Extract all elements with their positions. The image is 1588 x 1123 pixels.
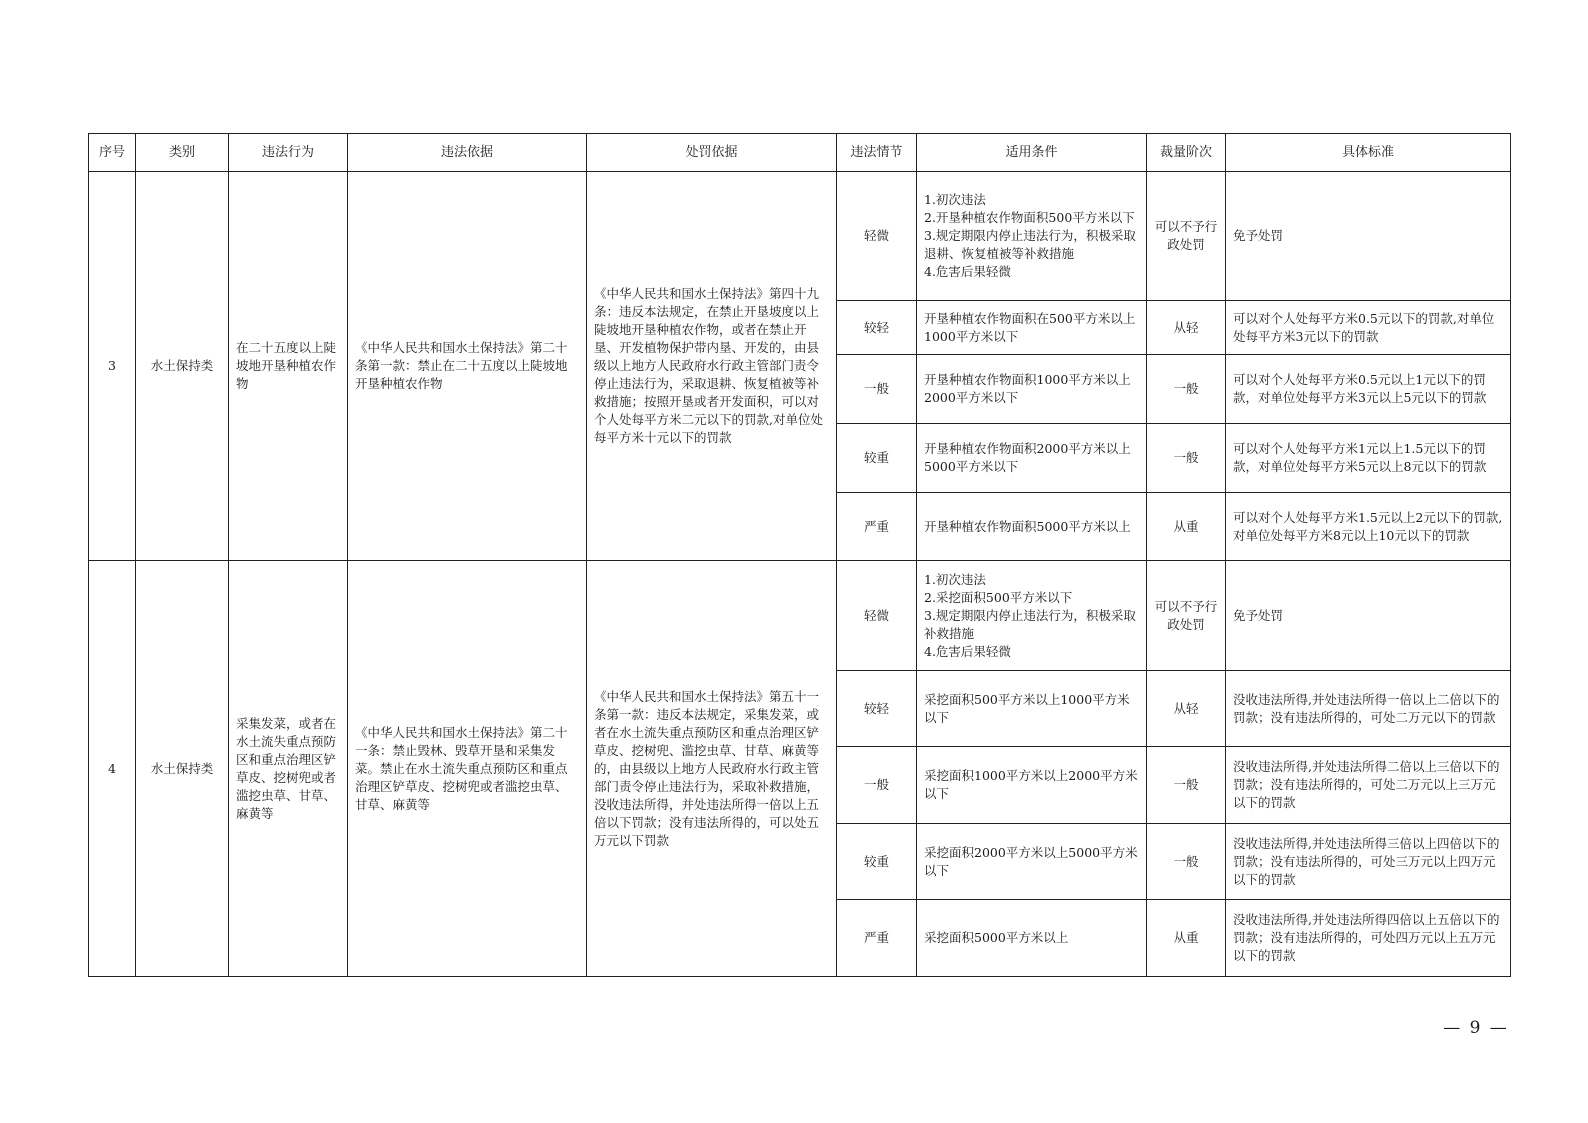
table-header-row [89, 134, 1511, 172]
level-cell: 一般 [1147, 824, 1226, 900]
standard-cell: 没收违法所得,并处违法所得三倍以上四倍以下的罚款；没有违法所得的，可处三万元以上四万元以下的罚款 [1226, 824, 1511, 900]
standard-cell: 没收违法所得,并处违法所得四倍以上五倍以下的罚款；没有违法所得的，可处四万元以上五万元以下的罚款 [1226, 900, 1511, 977]
circumstance-cell: 一般 [837, 747, 917, 824]
level-cell: 从重 [1147, 900, 1226, 977]
level-cell: 从轻 [1147, 671, 1226, 747]
basis-cell: 《中华人民共和国水土保持法》第二十条第一款：禁止在二十五度以上陡坡地开垦种植农作物 [348, 172, 587, 561]
condition-cell: 采挖面积1000平方米以上2000平方米以下 [917, 747, 1147, 824]
header-penalty-basis: 处罚依据 [587, 134, 837, 172]
seq-cell: 4 [89, 561, 136, 977]
level-cell: 一般 [1147, 424, 1226, 493]
standard-cell: 免予处罚 [1226, 172, 1511, 301]
level-cell: 从重 [1147, 493, 1226, 561]
standard-cell: 没收违法所得,并处违法所得二倍以上三倍以下的罚款；没有违法所得的，可处二万元以上三万元以下的罚款 [1226, 747, 1511, 824]
circumstance-cell: 一般 [837, 355, 917, 424]
basis-cell: 《中华人民共和国水土保持法》第二十一条：禁止毁林、毁草开垦和采集发菜。禁止在水土流失重点预防区和重点治理区铲草皮、挖树兜或者滥挖虫草、甘草、麻黄等 [348, 561, 587, 977]
header-standard: 具体标准 [1226, 134, 1511, 172]
standard-cell: 可以对个人处每平方米0.5元以下的罚款,对单位处每平方米3元以下的罚款 [1226, 301, 1511, 355]
standard-cell: 可以对个人处每平方米0.5元以上1元以下的罚款，对单位处每平方米3元以上5元以下的罚款 [1226, 355, 1511, 424]
header-basis: 违法依据 [348, 134, 587, 172]
level-cell: 从轻 [1147, 301, 1226, 355]
condition-cell: 采挖面积5000平方米以上 [917, 900, 1147, 977]
level-cell: 可以不予行政处罚 [1147, 561, 1226, 671]
condition-cell: 采挖面积500平方米以上1000平方米以下 [917, 671, 1147, 747]
circumstance-cell: 较轻 [837, 301, 917, 355]
condition-cell: 采挖面积2000平方米以上5000平方米以下 [917, 824, 1147, 900]
circumstance-cell: 较轻 [837, 671, 917, 747]
circumstance-cell: 轻微 [837, 172, 917, 301]
level-cell: 一般 [1147, 355, 1226, 424]
penalty-basis-cell: 《中华人民共和国水土保持法》第四十九条：违反本法规定，在禁止开垦坡度以上陡坡地开垦种植农作物，或者在禁止开垦、开发植物保护带内垦、开发的，由县级以上地方人民政府水行政主管部门责令停止违法行为，采取退耕、恢复植被等补救措施；按照开垦或者开发面积，可以对个人处每平方米二元以下的罚款,对单位处每平方米十元以下的罚款 [587, 172, 837, 561]
standard-cell: 免予处罚 [1226, 561, 1511, 671]
category-cell: 水土保持类 [136, 172, 229, 561]
condition-cell: 1.初次违法 2.开垦种植农作物面积500平方米以下 3.规定期限内停止违法行为，积极采取退耕、恢复植被等补救措施 4.危害后果轻微 [917, 172, 1147, 301]
condition-cell: 开垦种植农作物面积2000平方米以上5000平方米以下 [917, 424, 1147, 493]
circumstance-cell: 轻微 [837, 561, 917, 671]
table-row [89, 561, 1511, 671]
header-act: 违法行为 [229, 134, 348, 172]
level-cell: 一般 [1147, 747, 1226, 824]
header-seq: 序号 [89, 134, 136, 172]
circumstance-cell: 严重 [837, 493, 917, 561]
condition-cell: 开垦种植农作物面积5000平方米以上 [917, 493, 1147, 561]
header-category: 类别 [136, 134, 229, 172]
condition-cell: 1.初次违法 2.采挖面积500平方米以下 3.规定期限内停止违法行为，积极采取补救措施 4.危害后果轻微 [917, 561, 1147, 671]
standard-cell: 可以对个人处每平方米1.5元以上2元以下的罚款,对单位处每平方米8元以上10元以下的罚款 [1226, 493, 1511, 561]
seq-cell: 3 [89, 172, 136, 561]
header-condition: 适用条件 [917, 134, 1147, 172]
header-circumstance: 违法情节 [837, 134, 917, 172]
table-row [89, 172, 1511, 301]
act-cell: 在二十五度以上陡坡地开垦种植农作物 [229, 172, 348, 561]
standard-cell: 没收违法所得,并处违法所得一倍以上二倍以下的罚款；没有违法所得的，可处二万元以下的罚款 [1226, 671, 1511, 747]
penalty-basis-cell: 《中华人民共和国水土保持法》第五十一条第一款：违反本法规定，采集发菜，或者在水土流失重点预防区和重点治理区铲草皮、挖树兜、滥挖虫草、甘草、麻黄等的，由县级以上地方人民政府水行政主管部门责令停止违法行为，采取补救措施，没收违法所得，并处违法所得一倍以上五倍以下罚款；没有违法所得的，可以处五万元以下罚款 [587, 561, 837, 977]
act-cell: 采集发菜，或者在水土流失重点预防区和重点治理区铲草皮、挖树兜或者滥挖虫草、甘草、麻黄等 [229, 561, 348, 977]
header-level: 裁量阶次 [1147, 134, 1226, 172]
circumstance-cell: 严重 [837, 900, 917, 977]
condition-cell: 开垦种植农作物面积在500平方米以上1000平方米以下 [917, 301, 1147, 355]
level-cell: 可以不予行政处罚 [1147, 172, 1226, 301]
condition-cell: 开垦种植农作物面积1000平方米以上2000平方米以下 [917, 355, 1147, 424]
category-cell: 水土保持类 [136, 561, 229, 977]
page-number: — 9 — [1443, 1018, 1509, 1038]
circumstance-cell: 较重 [837, 424, 917, 493]
penalty-discretion-table [88, 133, 1511, 977]
standard-cell: 可以对个人处每平方米1元以上1.5元以下的罚款，对单位处每平方米5元以上8元以下的罚款 [1226, 424, 1511, 493]
circumstance-cell: 较重 [837, 824, 917, 900]
